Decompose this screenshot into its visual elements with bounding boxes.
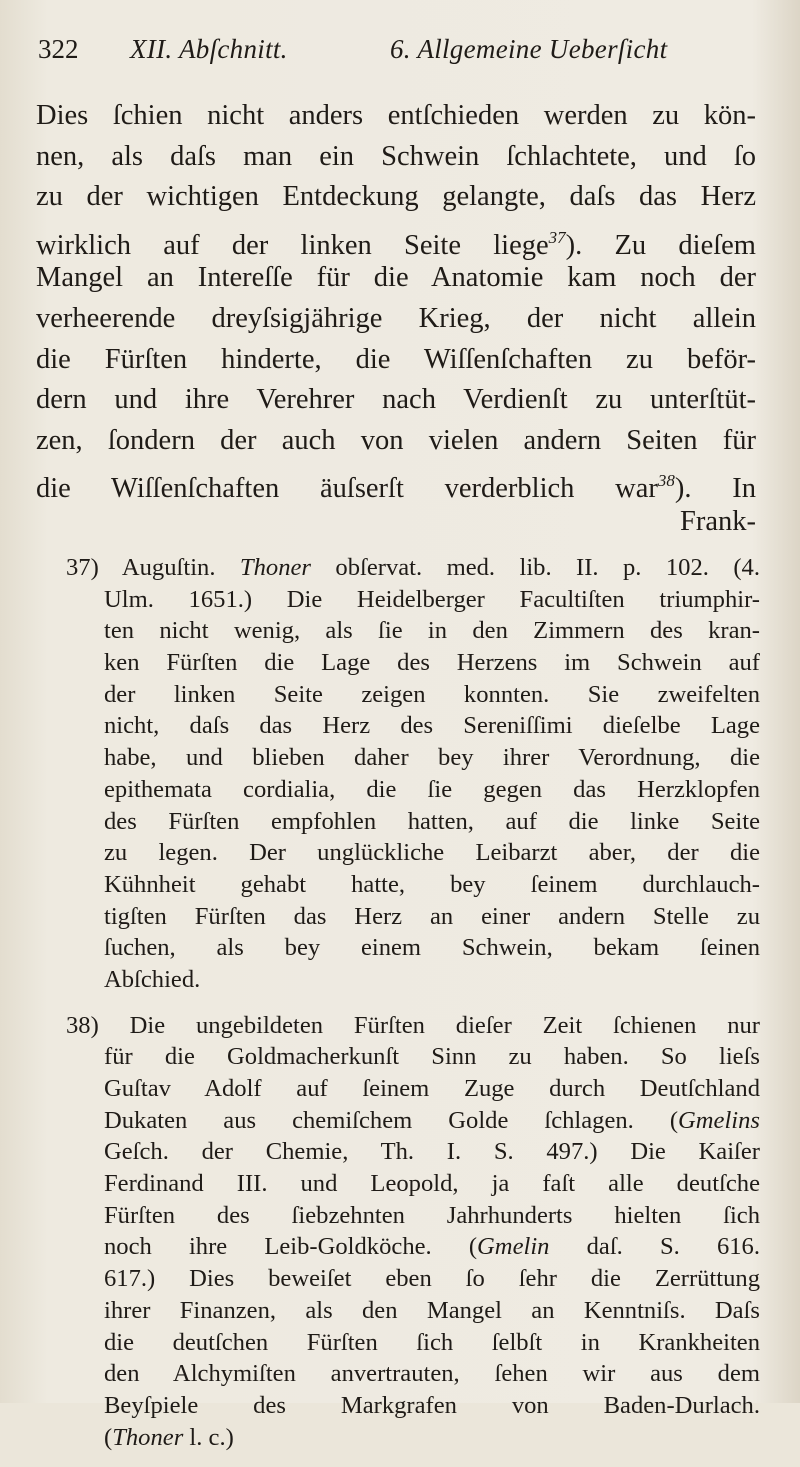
footnote-line: Fürſten des ſiebzehnten Jahrhunderts hielten ſich [104, 1201, 760, 1229]
footnote-line: Kühnheit gehabt hatte, bey ſeinem durchlauch- [104, 870, 760, 898]
text-line: die Fürſten hinderte, die Wiſſenſchaften zu beför- [36, 343, 756, 375]
footnote-line: Ferdinand III. und Leopold, ja faſt alle deutſche [104, 1170, 760, 1198]
footnote-line: ten nicht wenig, als ſie in den Zimmern des kran- [104, 617, 760, 645]
footnote-line: 37) Auguſtin. Thoner obſervat. med. lib. II. p. 102. (4. [66, 554, 760, 581]
footnote-line: noch ihre Leib-Goldköche. (Gmelin daſ. S. 616. [104, 1233, 761, 1261]
text-line: dern und ihre Verehrer nach Verdienſt zu unterſtüt- [36, 384, 756, 416]
text-line: zu der wichtigen Entdeckung gelangte, daſs das Herz [36, 181, 756, 213]
catchword: Frank- [680, 505, 756, 537]
footnote-line: der linken Seite zeigen konnten. Sie zweifelten [104, 680, 760, 708]
running-header [38, 28, 760, 68]
footnote-ref-37: 37 [548, 227, 566, 247]
footnote-label: 37) [66, 554, 99, 581]
page-number: 322 [38, 34, 79, 64]
footnote-line: Dukaten aus chemiſchem Golde ſchlagen. (Gmelins [104, 1106, 760, 1134]
text-line: die Wiſſenſchaften äuſserſt verderblich war$^{38}$). In [36, 471, 757, 505]
section-title: 6. Allgemeine Ueberſicht [390, 34, 668, 64]
footnote-line: für die Goldmacherkunſt Sinn zu haben. So lieſs [104, 1043, 760, 1071]
footnote-line: tigſten Fürſten das Herz an einer andern Stelle zu [104, 902, 760, 930]
footnote-line: habe, und blieben daher bey ihrer Verordnung, die [104, 744, 760, 772]
footnote-37 [66, 552, 760, 996]
footnote-line: Geſch. der Chemie, Th. I. S. 497.) Die Kaiſer [104, 1138, 760, 1166]
main-text [36, 96, 756, 543]
footnote-line: zu legen. Der unglückliche Leibarzt aber, der die [104, 839, 760, 867]
footnote-line: ken Fürſten die Lage des Herzens im Schwein auf [104, 649, 760, 677]
footnotes [66, 552, 760, 1467]
footnote-line: ſuchen, als bey einem Schwein, bekam ſeinen [104, 934, 760, 962]
footnote-ref-38: 38 [657, 471, 675, 491]
footnote-line: 38) Die ungebildeten Fürſten dieſer Zeit ſchienen nur [66, 1011, 760, 1039]
text-line: verheerende dreyſsigjährige Krieg, der nicht allein [36, 302, 756, 334]
footnote-line: Guſtav Adolf auf ſeinem Zuge durch Deutſchland [104, 1075, 760, 1102]
text-line: nen, als daſs man ein Schwein ſchlachtete, und ſo [36, 140, 756, 172]
footnote-line: nicht, daſs das Herz des Sereniſſimi dieſelbe Lage [104, 712, 760, 740]
footnote-line: Abſchied. [104, 965, 201, 993]
footnote-line: den Alchymiſten anvertrauten, ſehen wir aus dem [104, 1360, 760, 1388]
footnote-line: Ulm. 1651.) Die Heidelberger Facultiſten triumphir- [104, 585, 760, 613]
footnote-line: epithemata cordialia, die ſie gegen das Herzklopfen [104, 775, 760, 803]
footnote-line: ihrer Finanzen, als den Mangel an Kenntniſs. Daſs [104, 1296, 760, 1324]
text-line: Mangel an Intereſſe für die Anatomie kam noch der [36, 262, 756, 294]
text-line: wirklich auf der linken Seite liege$^{37}$). Zu dieſem [36, 227, 756, 261]
footnote-line: Beyſpiele des Markgrafen von Baden-Durlach. [104, 1391, 760, 1419]
text-line: zen, ſondern der auch von vielen andern Seiten für [36, 424, 756, 456]
footnote-line: 617.) Dies beweiſet eben ſo ſehr die Zerrüttung [104, 1265, 760, 1293]
footnote-label: 38) [66, 1011, 99, 1039]
footnote-38 [66, 1010, 760, 1454]
text-line: Dies ſchien nicht anders entſchieden werden zu kön- [36, 100, 756, 131]
chapter-title: XII. Abſchnitt. [130, 34, 288, 64]
footnote-line: die deutſchen Fürſten ſich ſelbſt in Krankheiten [104, 1328, 760, 1356]
footnote-line: (Thoner l. c.) [104, 1423, 234, 1451]
footnote-line: des Fürſten empfohlen hatten, auf die linke Seite [104, 807, 760, 835]
